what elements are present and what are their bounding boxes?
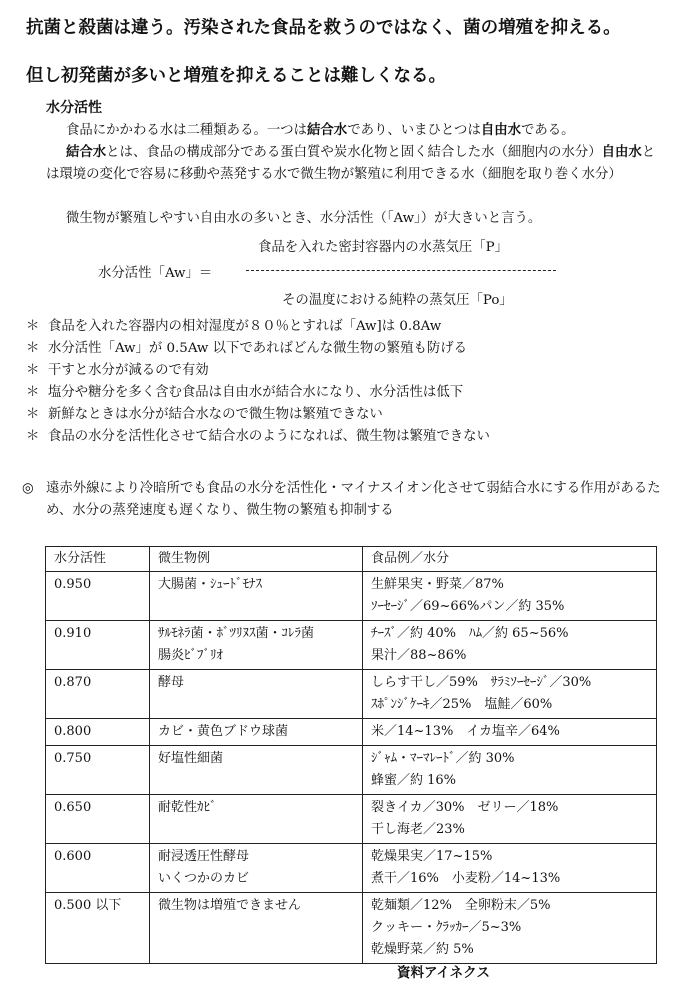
bullet-item bbox=[26, 338, 490, 360]
table-row bbox=[46, 621, 657, 670]
term-bound-water-def: 結合水 bbox=[66, 145, 107, 160]
p1-text-c: であり、いまひとつは bbox=[347, 123, 481, 138]
cell-foods bbox=[363, 844, 657, 893]
microbe-line: 耐乾性ｶﾋﾞ bbox=[158, 800, 217, 815]
formula-label: 水分活性「Aw」＝ bbox=[98, 266, 213, 281]
double-circle-icon: ◎ bbox=[22, 481, 34, 496]
food-line: クッキー・ｸﾗｯｶｰ／5~3% bbox=[371, 920, 522, 935]
food-line: ｼﾞｬﾑ・ﾏｰﾏﾚｰﾄﾞ／約 30% bbox=[371, 751, 515, 766]
food-line: 干し海老／23% bbox=[371, 822, 465, 837]
food-line: ｽﾎﾟﾝｼﾞｹｰｷ／25% 塩鮭／60% bbox=[371, 697, 553, 712]
header-microbes: 微生物例 bbox=[150, 547, 363, 572]
bullet-item bbox=[26, 426, 490, 448]
cell-microbes bbox=[150, 621, 363, 670]
table-row bbox=[46, 719, 657, 746]
cell-foods bbox=[363, 746, 657, 795]
food-line: 果汁／88~86% bbox=[371, 648, 467, 663]
cell-foods bbox=[363, 893, 657, 964]
food-line: 乾麺類／12% 全卵粉末／5% bbox=[371, 898, 551, 913]
source-credit: 資料アイネクス bbox=[397, 965, 491, 981]
food-line: ｿｰｾｰｼﾞ／69~66%パン／約 35% bbox=[371, 599, 565, 614]
asterisk-icon: ＊ bbox=[26, 429, 40, 444]
note-text: 遠赤外線により冷暗所でも食品の水分を活性化・マイナスイオン化させて弱結合水にする作用があるため、水分の蒸発速度も遅くなり、微生物の繁殖も抑制する bbox=[46, 481, 661, 518]
heading-line-1: 抗菌と殺菌は違う。汚染された食品を救うのではなく、菌の増殖を抑える。 bbox=[26, 18, 621, 38]
table-row bbox=[46, 572, 657, 621]
cell-aw: 0.950 bbox=[46, 572, 150, 621]
paragraph-water-types bbox=[46, 120, 666, 142]
asterisk-icon: ＊ bbox=[26, 319, 40, 334]
cell-microbes bbox=[150, 572, 363, 621]
cell-microbes bbox=[150, 844, 363, 893]
food-line: 乾燥果実／17~15% bbox=[371, 849, 493, 864]
cell-aw: 0.910 bbox=[46, 621, 150, 670]
formula-fraction-line bbox=[246, 270, 556, 271]
food-line: 米／14~13% イカ塩辛／64% bbox=[371, 724, 560, 739]
microbe-line: 耐浸透圧性酵母 bbox=[158, 849, 250, 864]
table-row bbox=[46, 844, 657, 893]
cell-microbes bbox=[150, 670, 363, 719]
microbe-line: 微生物は増殖できません bbox=[158, 898, 302, 913]
p1-text-a: 食品にかかわる水は二種類ある。一つは bbox=[66, 123, 308, 138]
bullet-list bbox=[26, 316, 490, 448]
table-row bbox=[46, 746, 657, 795]
food-line: 煮干／16% 小麦粉／14~13% bbox=[371, 871, 561, 886]
cell-microbes bbox=[150, 893, 363, 964]
microbe-line: 腸炎ﾋﾞﾌﾞﾘｵ bbox=[158, 648, 224, 663]
bullet-text: 干すと水分が減るので有効 bbox=[48, 363, 209, 378]
asterisk-icon: ＊ bbox=[26, 341, 40, 356]
cell-aw: 0.870 bbox=[46, 670, 150, 719]
microbe-line: 好塩性細菌 bbox=[158, 751, 224, 766]
cell-aw: 0.750 bbox=[46, 746, 150, 795]
cell-foods bbox=[363, 621, 657, 670]
cell-microbes bbox=[150, 719, 363, 746]
header-water-activity: 水分活性 bbox=[46, 547, 150, 572]
term-free-water-def: 自由水 bbox=[601, 145, 642, 160]
water-activity-table bbox=[45, 546, 657, 964]
cell-aw: 0.600 bbox=[46, 844, 150, 893]
asterisk-icon: ＊ bbox=[26, 363, 40, 378]
bullet-item bbox=[26, 316, 490, 338]
bullet-item bbox=[26, 382, 490, 404]
cell-aw: 0.500 以下 bbox=[46, 893, 150, 964]
cell-microbes bbox=[150, 746, 363, 795]
bullet-text: 塩分や糖分を多く含む食品は自由水が結合水になり、水分活性は低下 bbox=[48, 385, 464, 400]
cell-foods bbox=[363, 572, 657, 621]
p2-text-b: とは、食品の構成部分である蛋白質や炭水化物と固く結合した水（細胞内の水分） bbox=[106, 145, 602, 160]
bullet-text: 食品を入れた容器内の相対湿度が８０％とすれば「Aw]は 0.8Aw bbox=[48, 319, 442, 334]
paragraph-aw-intro: 微生物が繁殖しやすい自由水の多いとき、水分活性（「Aw」）が大きいと言う。 bbox=[66, 211, 542, 226]
cell-foods bbox=[363, 795, 657, 844]
note-far-infrared bbox=[22, 478, 666, 522]
table-row bbox=[46, 795, 657, 844]
microbe-line: 酵母 bbox=[158, 675, 185, 690]
term-free-water: 自由水 bbox=[480, 123, 522, 138]
bullet-text: 水分活性「Aw」が 0.5Aw 以下であればどんな微生物の繁殖も防げる bbox=[48, 341, 468, 356]
microbe-line: ｻﾙﾓﾈﾗ菌・ﾎﾞﾂﾘﾇｽ菌・ｺﾚﾗ菌 bbox=[158, 626, 315, 641]
food-line: 生鮮果実・野菜／87% bbox=[371, 577, 504, 592]
formula-denominator: その温度における純粋の蒸気圧「Po」 bbox=[282, 293, 513, 308]
cell-microbes bbox=[150, 795, 363, 844]
table-row bbox=[46, 893, 657, 964]
table-row bbox=[46, 670, 657, 719]
bullet-item bbox=[26, 360, 490, 382]
table-header-row bbox=[46, 547, 657, 572]
food-line: 蜂蜜／約 16% bbox=[371, 773, 457, 788]
bullet-text: 新鮮なときは水分が結合水なので微生物は繁殖できない bbox=[48, 407, 383, 422]
formula-numerator: 食品を入れた密封容器内の水蒸気圧「P」 bbox=[258, 240, 509, 255]
microbe-line: いくつかのカビ bbox=[158, 871, 250, 886]
cell-aw: 0.650 bbox=[46, 795, 150, 844]
food-line: ﾁｰｽﾞ／約 40% ﾊﾑ／約 65~56% bbox=[371, 626, 569, 641]
cell-aw: 0.800 bbox=[46, 719, 150, 746]
food-line: 乾燥野菜／約 5% bbox=[371, 942, 474, 957]
cell-foods bbox=[363, 719, 657, 746]
food-line: 裂きイカ／30% ゼリー／18% bbox=[371, 800, 559, 815]
header-foods: 食品例／水分 bbox=[363, 547, 657, 572]
microbe-line: 大腸菌・ｼｭｰﾄﾞﾓﾅｽ bbox=[158, 577, 263, 592]
heading-line-2: 但し初発菌が多いと増殖を抑えることは難しくなる。 bbox=[26, 66, 446, 86]
food-line: しらす干し／59% ｻﾗﾐｿｰｾｰｼﾞ／30% bbox=[371, 675, 592, 690]
bullet-item bbox=[26, 404, 490, 426]
asterisk-icon: ＊ bbox=[26, 407, 40, 422]
microbe-line: カビ・黄色ブドウ球菌 bbox=[158, 724, 289, 739]
term-bound-water: 結合水 bbox=[307, 123, 348, 138]
asterisk-icon: ＊ bbox=[26, 385, 40, 400]
p2-text-d: とは環境の変化で容易に移動や蒸発する水で微生物が繁殖に利用できる水（細胞を取り巻く水分） bbox=[46, 145, 656, 182]
cell-foods bbox=[363, 670, 657, 719]
section-title: 水分活性 bbox=[46, 100, 102, 116]
p1-text-e: である。 bbox=[521, 123, 575, 138]
bullet-text: 食品の水分を活性化させて結合水のようになれば、微生物は繁殖できない bbox=[48, 429, 490, 444]
paragraph-water-definitions bbox=[46, 142, 666, 186]
